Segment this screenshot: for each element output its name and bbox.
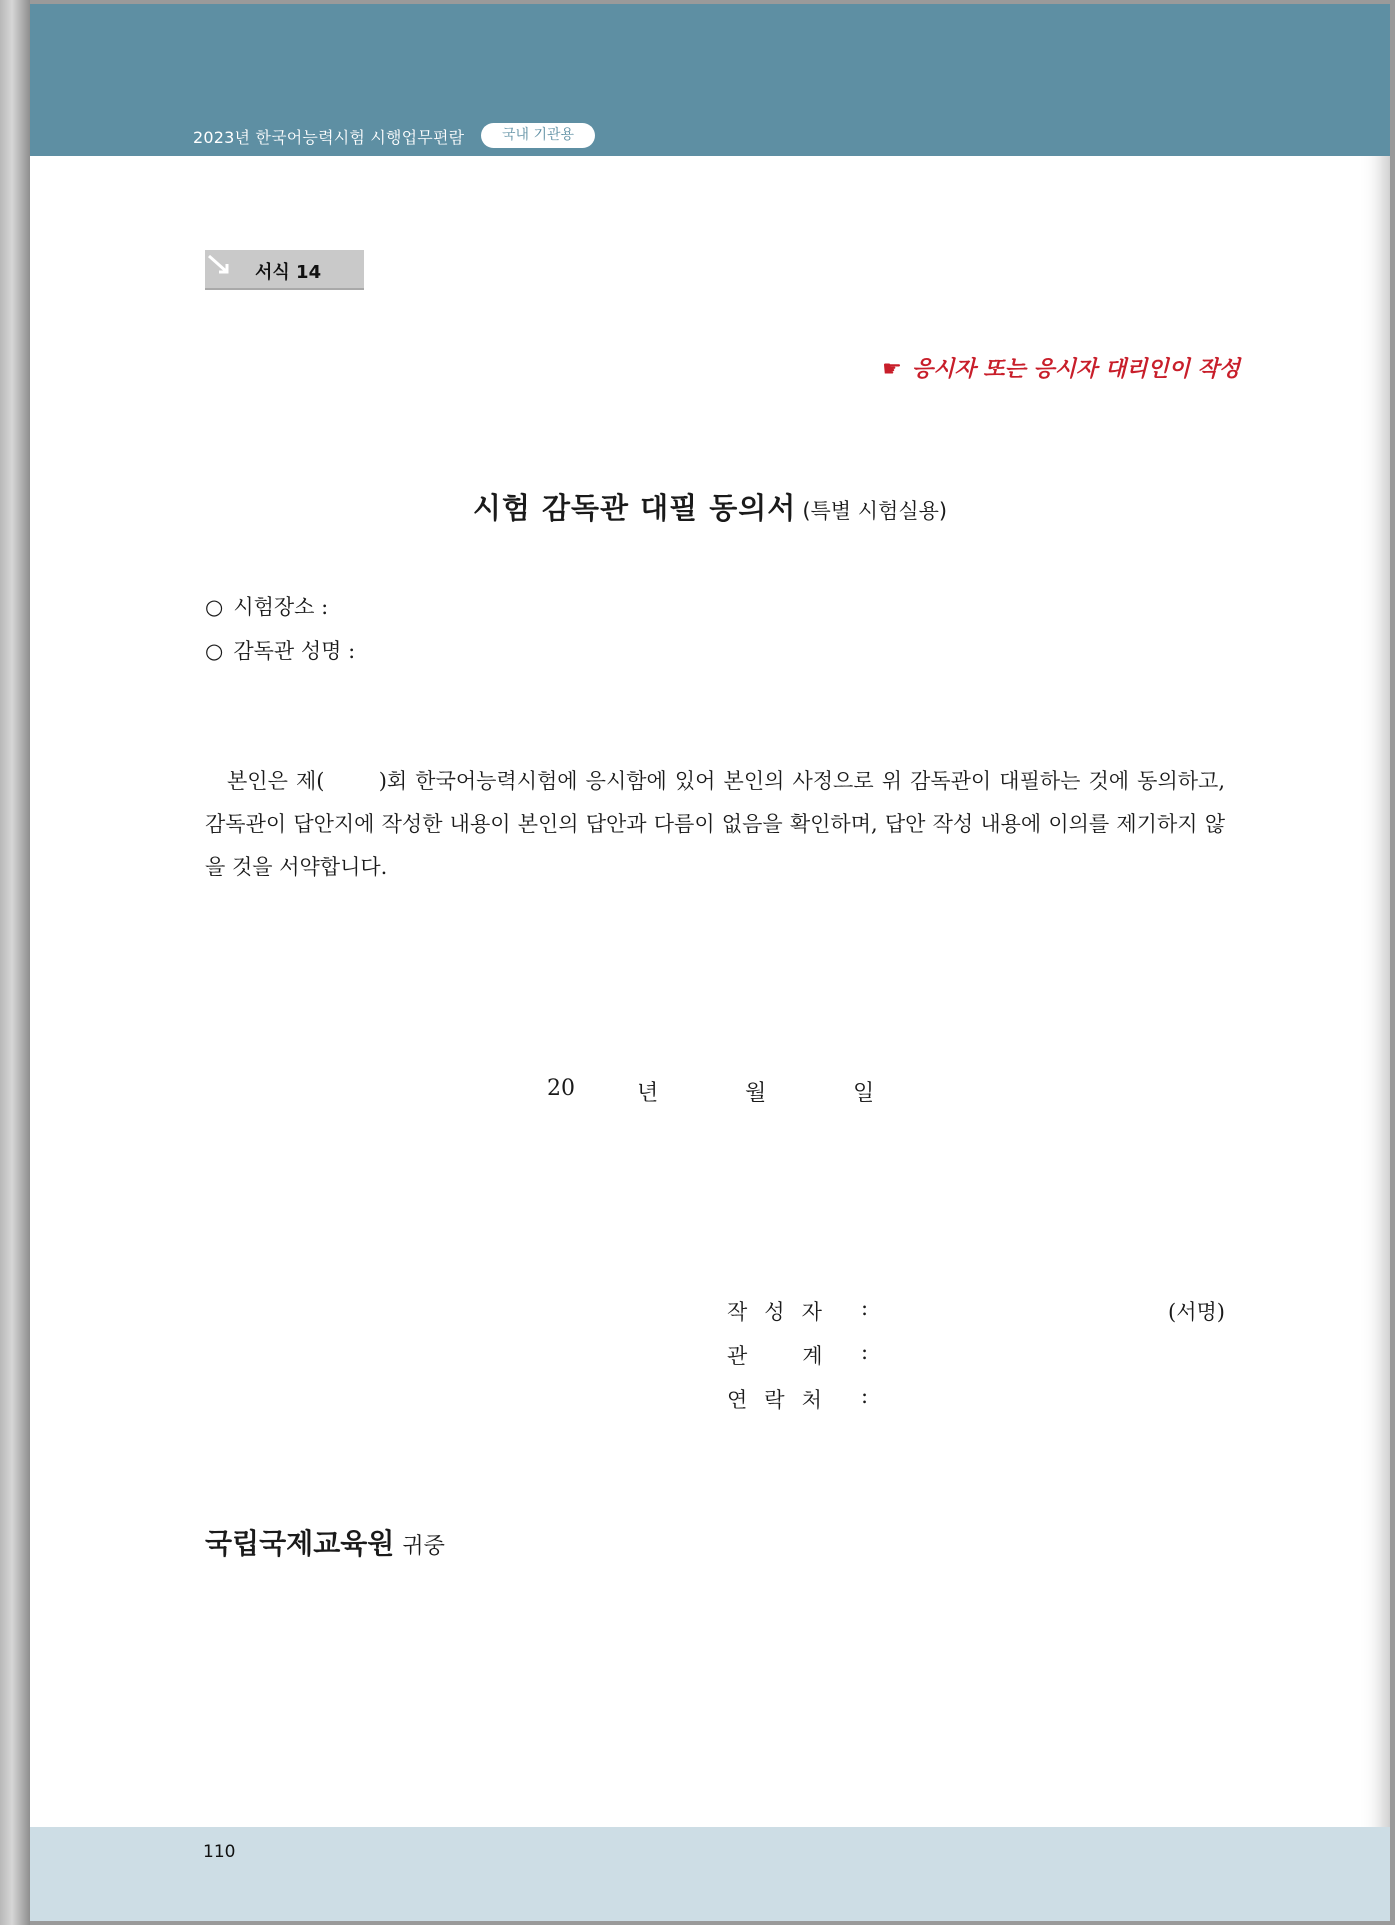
signature-colon: :: [861, 1384, 869, 1408]
date-day-unit: 일: [853, 1081, 875, 1106]
recipient-organization: 국립국제교육원: [205, 1527, 395, 1560]
form-number-tag: [205, 250, 364, 290]
document-title: [30, 486, 1390, 527]
circle-bullet-icon: ○: [205, 595, 224, 619]
document-title-main: 시험 감독관 대필 동의서: [472, 491, 797, 525]
recipient: [205, 1522, 445, 1562]
signature-label: 관 계: [727, 1344, 840, 1368]
author-note: [882, 352, 1240, 383]
consent-paragraph: [205, 760, 1225, 889]
date-month-unit: 월: [745, 1081, 767, 1106]
signature-colon: :: [861, 1340, 869, 1364]
signature-row-relation: [727, 1340, 1225, 1370]
date-year-unit: 년: [637, 1081, 659, 1106]
book-page-edge: [0, 0, 30, 1925]
recipient-honorific: 귀중: [402, 1534, 445, 1559]
corner-arrow-icon: [205, 250, 235, 280]
author-note-text: 응시자 또는 응시자 대리인이 작성: [911, 357, 1240, 382]
page-number: 110: [203, 1842, 236, 1862]
field-supervisor-name-label: 감독관 성명 :: [233, 639, 356, 663]
field-exam-venue: [205, 591, 328, 621]
signature-colon: :: [861, 1296, 869, 1320]
consent-paragraph-text: 본인은 제( )회 한국어능력시험에 응시함에 있어 본인의 사정으로 위 감독관이 대필하는 것에 동의하고, 감독관이 답안지에 작성한 내용이 본인의 답안과 다름이 없음을 확인하며, 답안 작성 내용에 이의를 제기하지 않을 것을 서약합니다.: [205, 769, 1225, 879]
signature-row-author: [727, 1296, 1225, 1326]
header-title: 2023년 한국어능력시험 시행업무편람: [193, 128, 465, 147]
signature-label: 작성자: [727, 1300, 839, 1324]
form-number-label: 서식 14: [255, 262, 322, 283]
date-year-prefix: 20: [547, 1076, 575, 1101]
field-supervisor-name: [205, 635, 355, 665]
circle-bullet-icon: ○: [205, 639, 224, 663]
header-badge: 국내 기관용: [481, 123, 595, 148]
signature-label: 연락처: [727, 1388, 839, 1412]
document-page: [30, 4, 1390, 1921]
signature-row-contact: [727, 1384, 1225, 1414]
document-title-sub: (특별 시험실용): [802, 499, 948, 523]
header-band: [30, 4, 1390, 156]
pointing-hand-icon: ☛: [882, 357, 902, 382]
field-exam-venue-label: 시험장소 :: [233, 595, 329, 619]
signature-mark: (서명): [1168, 1300, 1225, 1324]
